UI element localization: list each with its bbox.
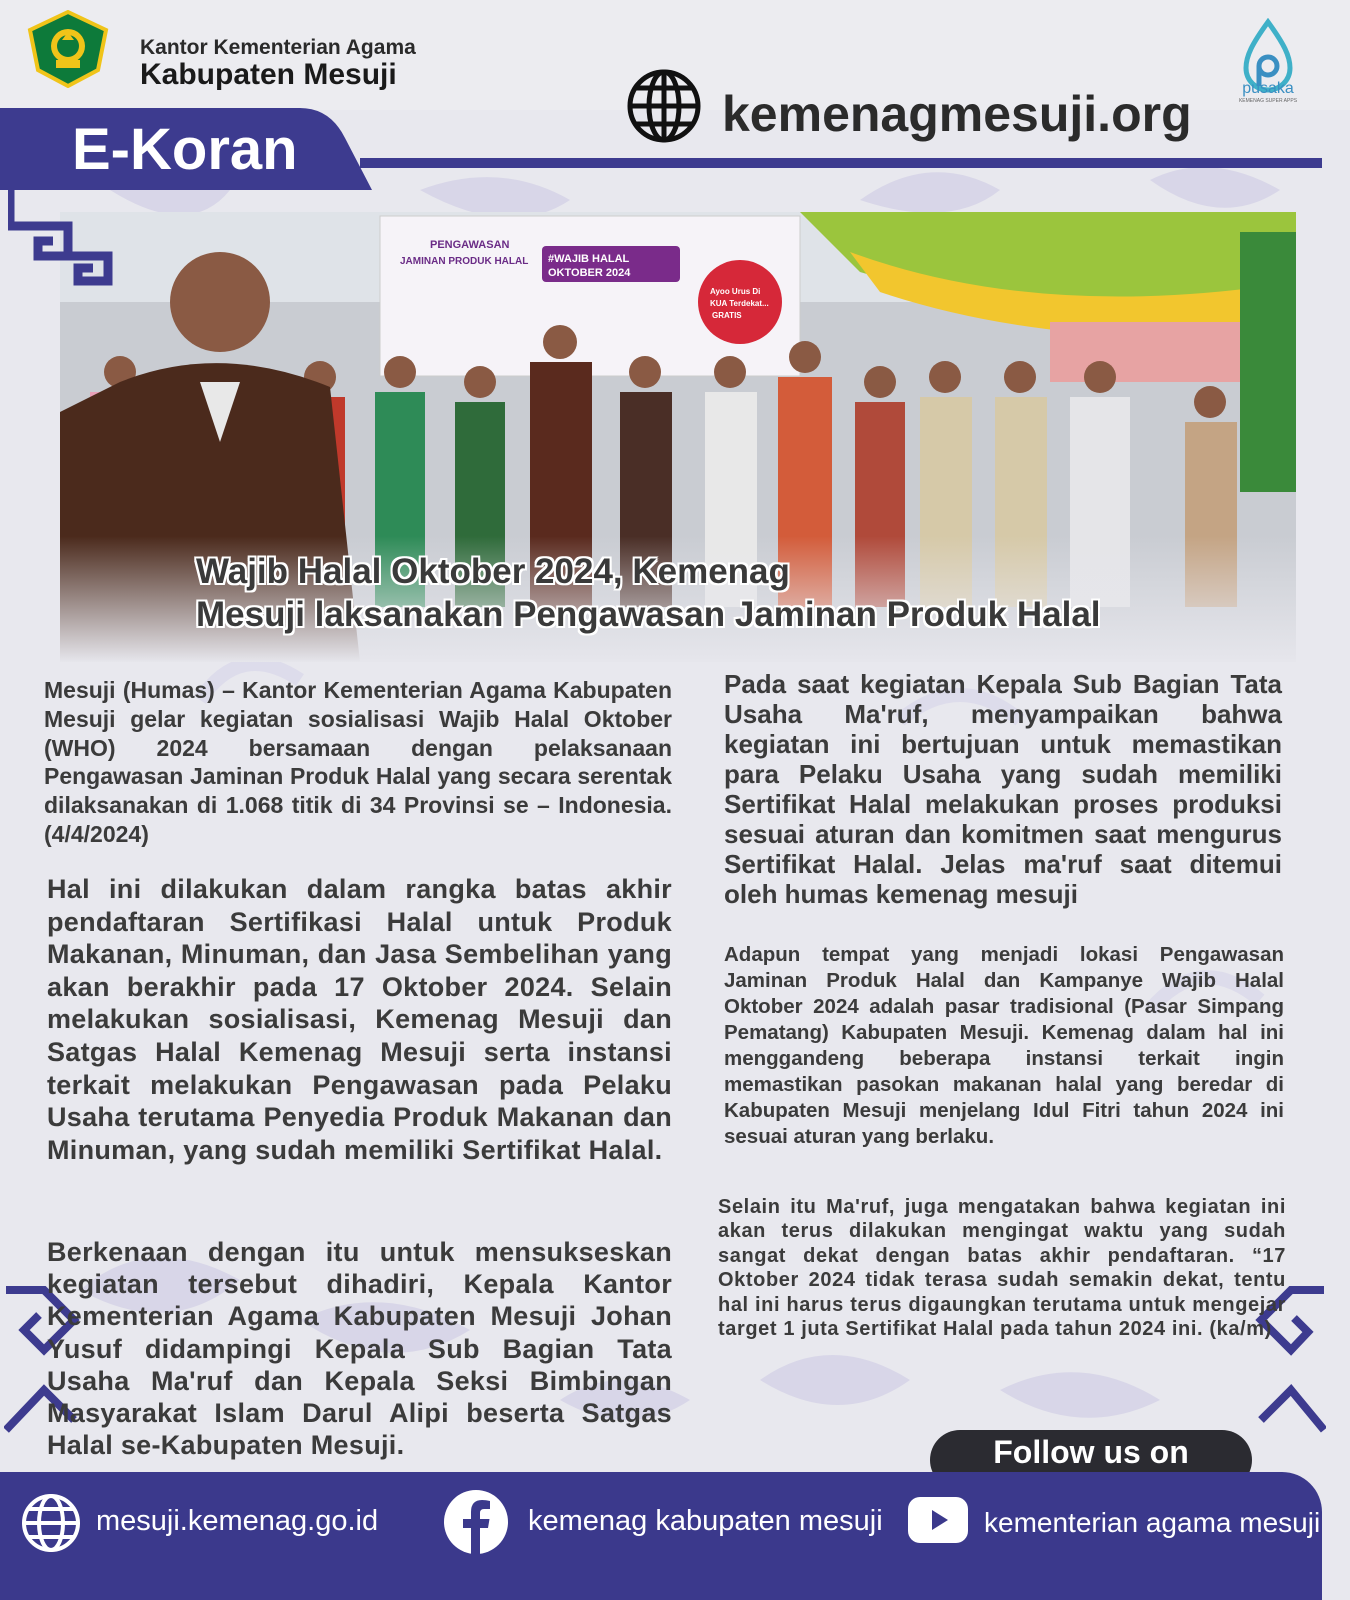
header xyxy=(0,0,1350,210)
article-paragraph-4: Pada saat kegiatan Kepala Sub Bagian Tata Usaha Ma'ruf, menyampaikan bahwa kegiatan ini bertujuan untuk memastikan para Pelaku Usaha yang sudah memiliki Sertifikat Halal melakukan proses produksi sesuai aturan dan komitmen saat mengurus Sertifikat Halal. Jelas ma'ruf saat ditemui oleh humas kemenag mesuji xyxy=(724,669,1282,909)
header-accent-line xyxy=(360,158,1322,168)
pusaka-tagline: KEMENAG SUPER APPS xyxy=(1238,98,1298,104)
office-name-line2: Kabupaten Mesuji xyxy=(140,58,397,91)
follow-us-label: Follow us on xyxy=(993,1434,1189,1470)
edition-title: E-Koran xyxy=(72,117,298,182)
facebook-icon[interactable] xyxy=(442,1488,510,1556)
footer-youtube-link[interactable]: kementerian agama mesuji xyxy=(984,1507,1321,1538)
article-paragraph-6: Selain itu Ma'ruf, juga mengatakan bahwa kegiatan ini akan terus dilakukan mengingat waktu yang sudah sangat dekat dengan batas akhir pendaftaran. “17 Oktober 2024 tidak terasa sudah semakin dekat, tentu hal ini harus terus digaungkan terutama untuk mengejar target 1 juta Sertifikat Halal pada tahun 2024 ini. (ka/m) xyxy=(718,1196,1286,1341)
pusaka-name: pusaka xyxy=(1242,80,1294,97)
kemenag-logo-icon xyxy=(26,10,110,88)
youtube-icon[interactable] xyxy=(908,1497,968,1543)
header-website[interactable]: kemenagmesuji.org xyxy=(722,86,1192,142)
office-name-line1: Kantor Kementerian Agama xyxy=(140,36,416,59)
article-paragraph-3: Berkenaan dengan itu untuk mensukseskan kegiatan tersebut dihadiri, Kepala Kantor Kementerian Agama Kabupaten Mesuji Johan Yusuf didampingi Kepala Sub Bagian Tata Usaha Ma'ruf dan Kepala Seksi Bimbingan Masyarakat Islam Darul Alipi beserta Satgas Halal se-Kabupaten Mesuji. xyxy=(47,1237,672,1461)
article-paragraph-5: Adapun tempat yang menjadi lokasi Pengawasan Jaminan Produk Halal dan Kampanye Wajib Halal Oktober 2024 adalah pasar tradisional (Pasar Simpang Pematang) Kabupaten Mesuji. Kemenag dalam hal ini menggandeng beberapa instansi terkait ingin memastikan pasokan makanan halal yang beredar di Kabupaten Mesuji menjelang Idul Fitri tahun 2024 ini sesuai aturan yang berlaku. xyxy=(724,943,1284,1148)
corner-ornament-top-left xyxy=(8,186,118,286)
headline-line1: Wajib Halal Oktober 2024, Kemenag xyxy=(196,552,790,591)
headline xyxy=(196,550,1216,636)
globe-icon xyxy=(626,68,702,144)
footer-facebook-link[interactable]: kemenag kabupaten mesuji xyxy=(528,1505,883,1537)
article-paragraph-1: Mesuji (Humas) – Kantor Kementerian Agama Kabupaten Mesuji gelar kegiatan sosialisasi Wajib Halal Oktober (WHO) 2024 bersamaan dengan pelaksanaan Pengawasan Jaminan Produk Halal yang secara serentak dilaksanakan di 1.068 titik di 34 Provinsi se – Indonesia.(4/4/2024) xyxy=(44,677,672,847)
globe-icon xyxy=(20,1492,82,1554)
headline-line2: Mesuji laksanakan Pengawasan Jaminan Produk Halal xyxy=(196,595,1101,634)
article-paragraph-2: Hal ini dilakukan dalam rangka batas akhir pendaftaran Sertifikasi Halal untuk Produk Makanan, Minuman, dan Jasa Sembelihan yang akan berakhir pada 17 Oktober 2024. Selain melakukan sosialisasi, Kemenag Mesuji dan Satgas Halal Kemenag Mesuji serta instansi terkait melakukan Pengawasan pada Pelaku Usaha terutama Penyedia Produk Makanan dan Minuman, yang sudah memiliki Sertifikat Halal. xyxy=(47,874,672,1165)
footer-website-link[interactable]: mesuji.kemenag.go.id xyxy=(96,1505,379,1537)
